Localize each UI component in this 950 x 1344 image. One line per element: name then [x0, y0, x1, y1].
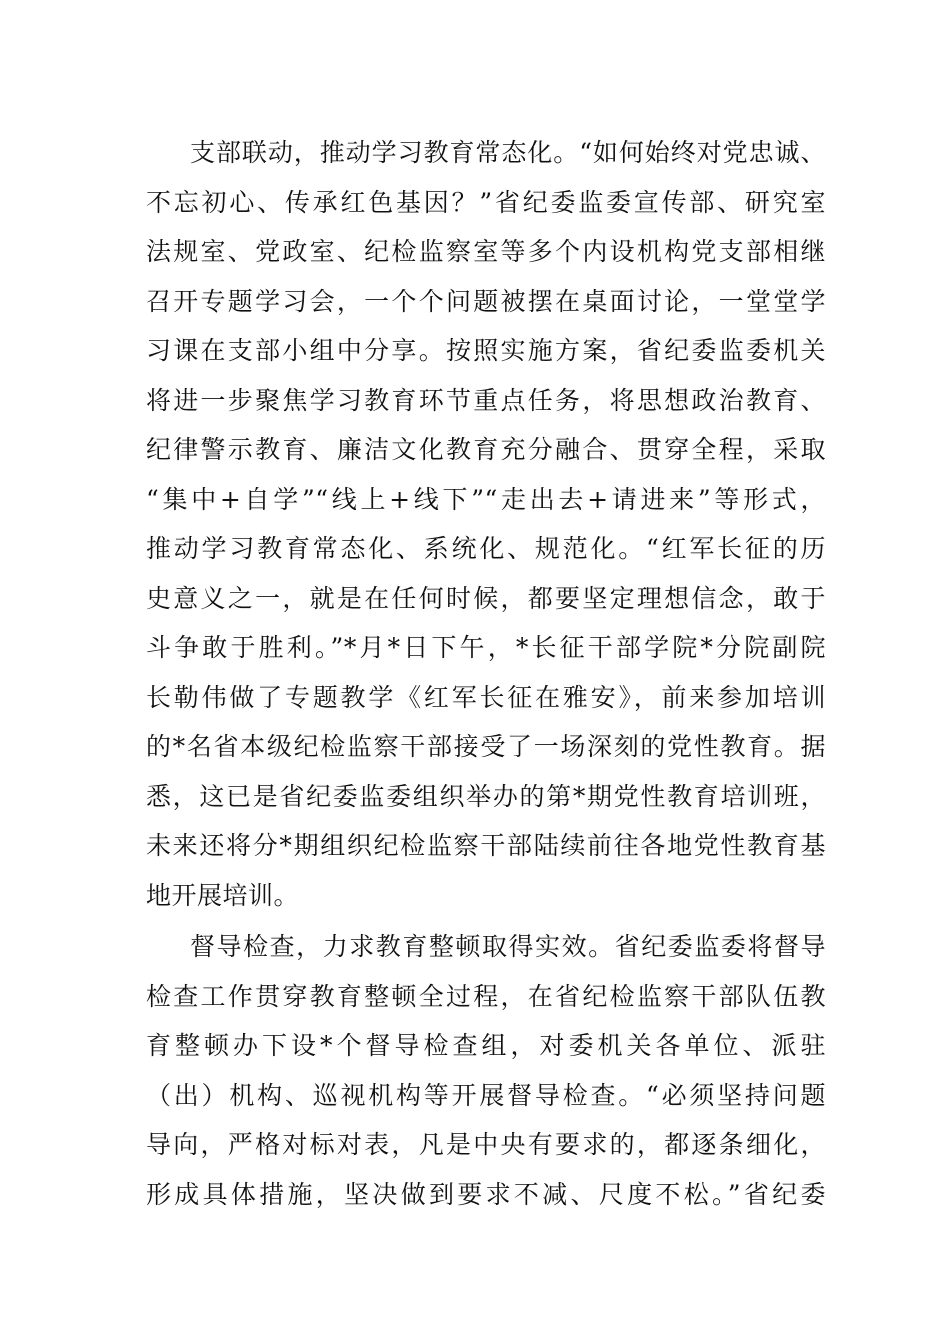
paragraph-line: 不忘初心、传承红色基因？”省纪委监委宣传部、研究室 — [146, 187, 826, 217]
paragraph-branch-linkage — [146, 128, 826, 920]
paragraph-line: 地开展培训。 — [146, 880, 300, 910]
paragraph-line: （出）机构、巡视机构等开展督导检查。“必须坚持问题 — [146, 1080, 826, 1110]
paragraph-line: 育整顿办下设*个督导检查组，对委机关各单位、派驻 — [146, 1031, 826, 1060]
paragraph-line: 纪律警示教育、廉洁文化教育充分融合、贯穿全程，采取 — [146, 435, 826, 464]
paragraph-line: 推动学习教育常态化、系统化、规范化。“红军长征的历 — [146, 534, 826, 563]
paragraph-line: 的*名省本级纪检监察干部接受了一场深刻的党性教育。据 — [146, 732, 826, 761]
paragraph-line: 将进一步聚焦学习教育环节重点任务，将思想政治教育、 — [146, 385, 826, 415]
paragraph-line: 悉，这已是省纪委监委组织举办的第*期党性教育培训班， — [146, 781, 826, 811]
paragraph-line: 支部联动，推动学习教育常态化。“如何始终对党忠诚、 — [190, 138, 826, 167]
paragraph-line: 形成具体措施，坚决做到要求不减、尺度不松。”省纪委 — [146, 1179, 826, 1209]
paragraph-line: 未来还将分*期组织纪检监察干部陆续前往各地党性教育基 — [146, 831, 826, 860]
paragraph-line: “集中+自学”“线上+线下”“走出去+请进来”等形式， — [146, 484, 826, 514]
paragraph-line: 召开专题学习会，一个个问题被摆在桌面讨论，一堂堂学 — [146, 286, 826, 316]
paragraph-line: 检查工作贯穿教育整顿全过程，在省纪检监察干部队伍教 — [146, 981, 826, 1011]
paragraph-line: 长勒伟做了专题教学《红军长征在雅安》，前来参加培训 — [146, 682, 826, 712]
paragraph-line: 法规室、党政室、纪检监察室等多个内设机构党支部相继 — [146, 237, 826, 266]
document-body — [146, 128, 826, 1219]
paragraph-line: 史意义之一，就是在任何时候，都要坚定理想信念，敢于 — [146, 583, 826, 613]
paragraph-supervision — [146, 922, 826, 1219]
paragraph-line: 斗争敢于胜利。”*月*日下午，*长征干部学院*分院副院 — [146, 633, 826, 662]
paragraph-line: 导向，严格对标对表，凡是中央有要求的，都逐条细化， — [146, 1130, 826, 1159]
paragraph-line: 习课在支部小组中分享。按照实施方案，省纪委监委机关 — [146, 336, 826, 365]
paragraph-line: 督导检查，力求教育整顿取得实效。省纪委监委将督导 — [190, 932, 826, 961]
